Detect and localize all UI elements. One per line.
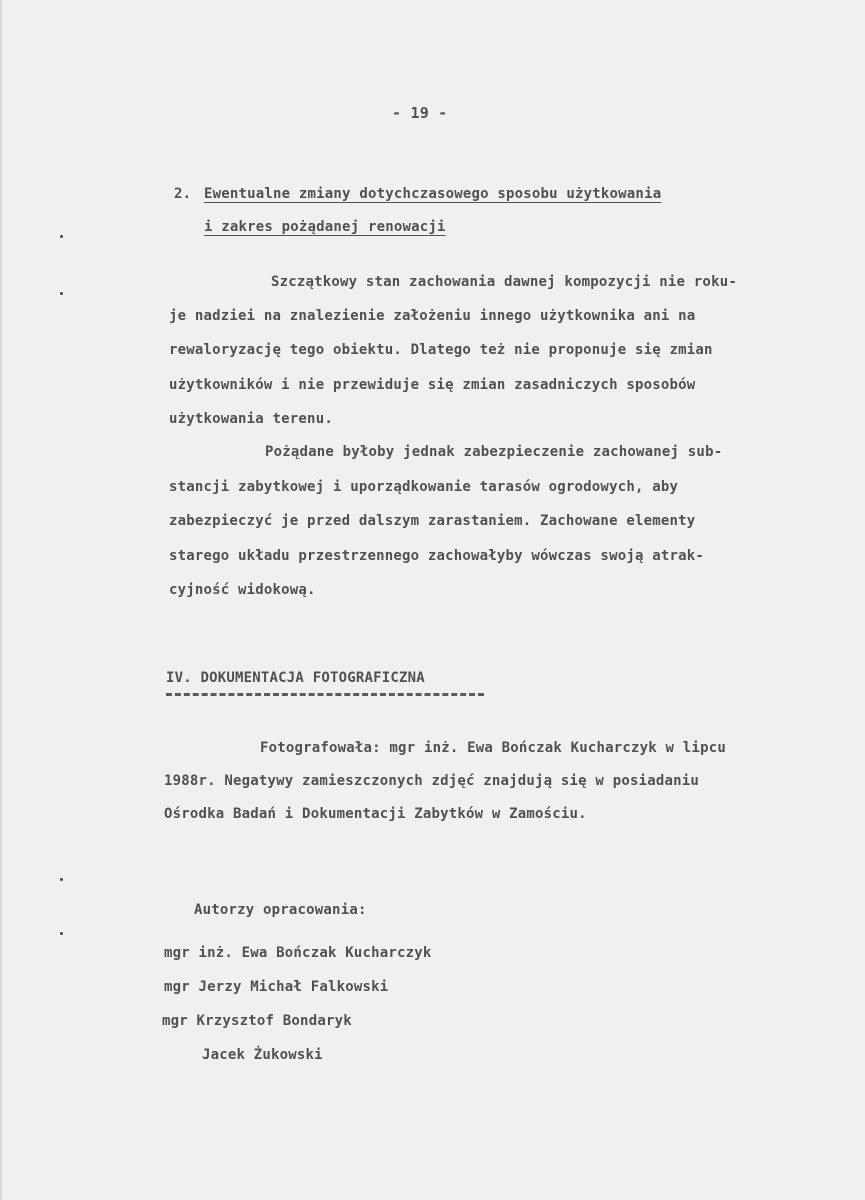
text-line: użytkowników i nie przewiduje się zmian zasadniczych sposobów xyxy=(169,377,696,393)
section-number: 2. xyxy=(174,186,192,202)
text-line: użytkowania terenu. xyxy=(169,411,333,427)
author-name: mgr Jerzy Michał Falkowski xyxy=(164,979,389,995)
text-line: je nadziei na znalezienie założeniu innego użytkownika ani na xyxy=(169,308,696,324)
text-line: Ośrodka Badań i Dokumentacji Zabytków w Zamościu. xyxy=(164,806,587,822)
text-line: Szczątkowy stan zachowania dawnej kompozycji nie roku- xyxy=(271,274,737,290)
heading-underline xyxy=(166,693,484,696)
section-heading-photo-documentation: IV. DOKUMENTACJA FOTOGRAFICZNA xyxy=(166,670,425,686)
scan-speck xyxy=(60,878,63,881)
scan-speck xyxy=(60,932,63,935)
text-line: Pożądane byłoby jednak zabezpieczenie zachowanej sub- xyxy=(265,444,723,460)
page-number: - 19 - xyxy=(392,104,448,122)
author-name: Jacek Żukowski xyxy=(202,1047,323,1063)
text-line: starego układu przestrzennego zachowałyby wówczas swoją atrak- xyxy=(169,548,704,564)
scan-speck xyxy=(60,235,63,238)
section-title-line-2: i zakres pożądanej renowacji xyxy=(204,219,446,235)
author-name: mgr Krzysztof Bondaryk xyxy=(162,1013,352,1029)
text-line: cyjność widokową. xyxy=(169,582,316,598)
text-line: rewaloryzację tego obiektu. Dlatego też nie proponuje się zmian xyxy=(169,342,713,358)
text-line: Fotografowała: mgr inż. Ewa Bończak Kucharczyk w lipcu xyxy=(260,740,726,756)
text-line: stancji zabytkowej i uporządkowanie tarasów ogrodowych, aby xyxy=(169,479,679,495)
text-line: 1988r. Negatywy zamieszczonych zdjęć znajdują się w posiadaniu xyxy=(164,773,699,789)
authors-heading: Autorzy opracowania: xyxy=(194,902,367,918)
scan-speck xyxy=(60,292,63,295)
author-name: mgr inż. Ewa Bończak Kucharczyk xyxy=(164,945,432,961)
section-title-line-1: Ewentualne zmiany dotychczasowego sposobu użytkowania xyxy=(204,186,662,202)
text-line: zabezpieczyć je przed dalszym zarastaniem. Zachowane elementy xyxy=(169,513,696,529)
